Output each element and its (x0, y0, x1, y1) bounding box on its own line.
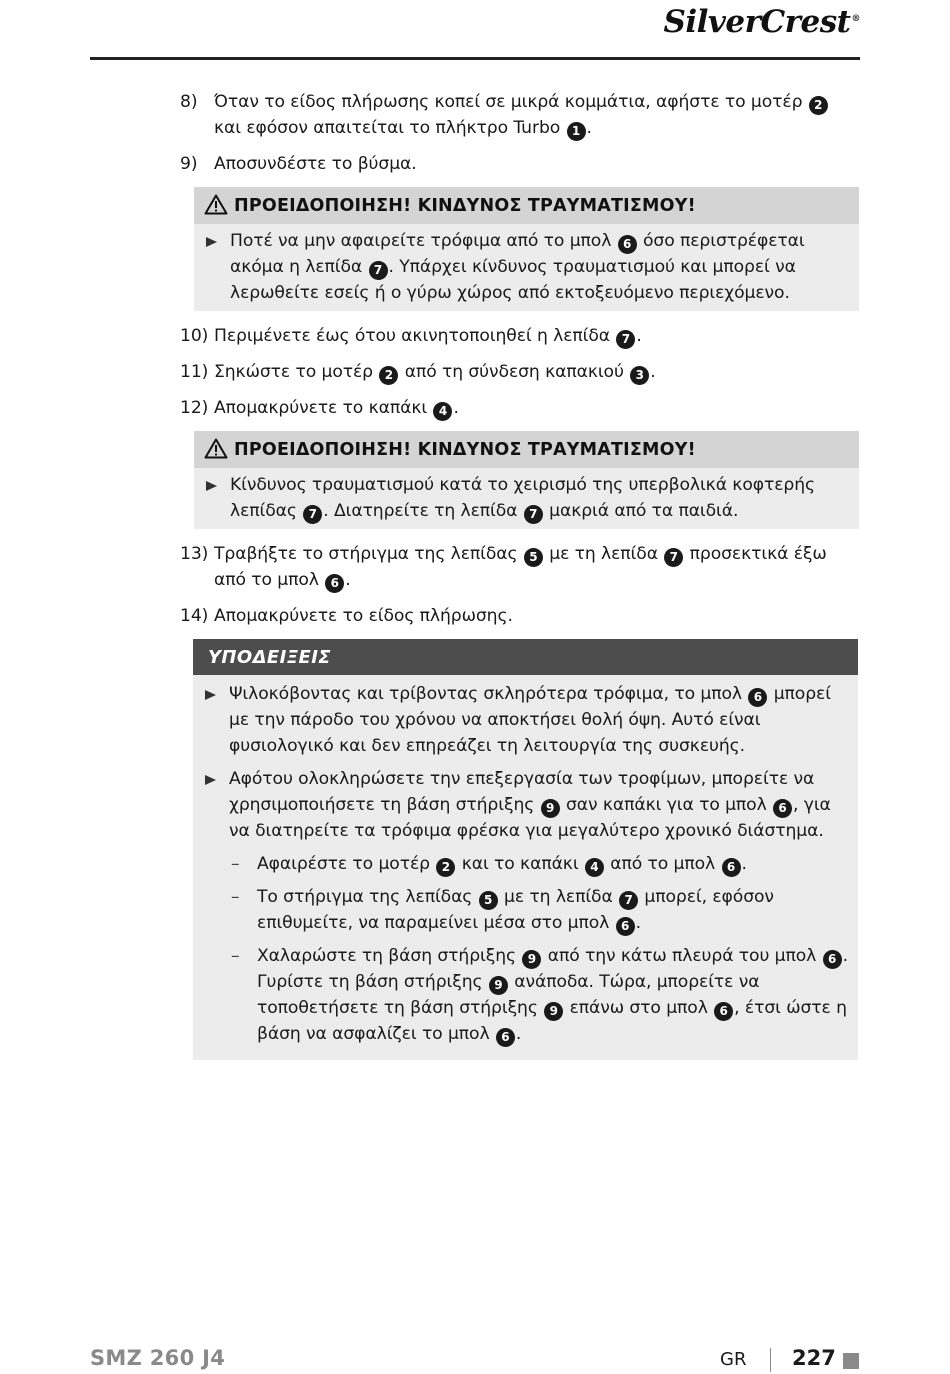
reference-number-badge: 7 (303, 505, 322, 524)
reference-number-badge: 9 (544, 1002, 563, 1021)
reference-number-badge: 2 (809, 96, 828, 115)
text-run: . Υπάρχει κίνδυνος τραυματισμού και μπορεί να λερωθείτε εσείς ή ο γύρω χώρος από εκτοξευόμενο περιεχόμενο. (230, 257, 796, 303)
text-run: . (453, 398, 459, 418)
text-run: , έτσι ώστε η βάση να ασφαλίζει το μπολ (257, 998, 847, 1044)
reference-number-badge: 9 (522, 950, 541, 969)
reference-number-badge: 6 (773, 799, 792, 818)
text-run: . (345, 570, 351, 590)
text-run: από τη σύνδεση καπακιού (399, 362, 630, 382)
reference-number-badge: 6 (722, 858, 741, 877)
steps-group-c (180, 541, 860, 629)
dash-marker-icon: – (231, 854, 240, 874)
dash-text (257, 887, 774, 933)
reference-number-badge: 6 (714, 1002, 733, 1021)
reference-number-badge: 9 (489, 976, 508, 995)
brand-logo (663, 4, 860, 40)
warning-triangle-icon (204, 435, 228, 473)
text-run: . (635, 913, 641, 933)
text-run: . (650, 362, 656, 382)
numbered-step (180, 323, 860, 349)
bullet-text (229, 684, 831, 756)
reference-number-badge: 5 (479, 891, 498, 910)
text-run: Σηκώστε το μοτέρ (214, 362, 379, 382)
bullet-arrow-icon (206, 237, 217, 247)
numbered-step (180, 395, 860, 421)
text-run: Ψιλοκόβοντας και τρίβοντας σκληρότερα τρόφιμα, το μπολ (229, 684, 748, 704)
text-run: Περιμένετε έως ότου ακινητοποιηθεί η λεπίδα (214, 326, 616, 346)
text-run: . Διατηρείτε τη λεπίδα (323, 501, 523, 521)
text-run: Το στήριγμα της λεπίδας (257, 887, 478, 907)
reference-number-badge: 4 (585, 858, 604, 877)
text-run: Χαλαρώστε τη βάση στήριξης (257, 946, 522, 966)
steps-group-b (180, 323, 860, 421)
text-run: , για να διατηρείτε τα τρόφιμα φρέσκα για μεγαλύτερο χρονικό διάστημα. (229, 795, 831, 841)
notes-title: ΥΠΟΔΕΙΞΕΙΣ (193, 639, 858, 675)
bullet-text (230, 231, 805, 303)
step-text (214, 606, 513, 626)
warning-bullets-2 (194, 468, 859, 529)
reference-number-badge: 7 (664, 548, 683, 567)
dash-marker-icon: – (231, 887, 240, 907)
footer-separator (770, 1348, 771, 1372)
footer-language: GR (720, 1349, 747, 1370)
text-run: όσο περιστρέφεται ακόμα η λεπίδα (230, 231, 805, 277)
text-run: ανάποδα. Τώρα, μπορείτε να τοποθετήσετε τη βάση στήριξης (257, 972, 760, 1018)
header-rule (90, 57, 860, 60)
warning-title-1 (194, 187, 859, 224)
text-run: . (636, 326, 642, 346)
reference-number-badge: 7 (369, 261, 388, 280)
reference-number-badge: 2 (436, 858, 455, 877)
reference-number-badge: 4 (433, 402, 452, 421)
step-text (214, 154, 417, 174)
text-run: σαν καπάκι για το μπολ (560, 795, 773, 815)
text-run: . Γυρίστε τη βάση στήριξης (257, 946, 848, 992)
step-text (214, 362, 656, 382)
text-run: μπορεί με την πάροδο του χρόνου να αποκτήσει θολή όψη. Αυτό είναι φυσιολογικό και δεν επηρεάζει τη λειτουργία της συσκευής. (229, 684, 831, 756)
numbered-step (180, 541, 860, 593)
step-number: 13) (180, 544, 209, 564)
steps-group-a (180, 89, 860, 177)
bullet-text (229, 769, 831, 841)
text-run: Απομακρύνετε το είδος πλήρωσης. (214, 606, 513, 626)
text-run: Όταν το είδος πλήρωσης κοπεί σε μικρά κομμάτια, αφήστε το μοτέρ (214, 92, 808, 112)
page-number: 227 (792, 1346, 836, 1370)
bullet-item (204, 228, 843, 306)
text-run: Απομακρύνετε το καπάκι (214, 398, 433, 418)
reference-number-badge: 7 (619, 891, 638, 910)
reference-number-badge: 7 (524, 505, 543, 524)
text-run: από την κάτω πλευρά του μπολ (542, 946, 822, 966)
step-number: 12) (180, 398, 209, 418)
text-run: μακριά από τα παιδιά. (543, 501, 739, 521)
text-run: Αφαιρέστε το μοτέρ (257, 854, 436, 874)
reference-number-badge: 5 (524, 548, 543, 567)
text-run: με τη λεπίδα (498, 887, 619, 907)
warning-box-1 (194, 187, 859, 311)
text-run: Αφότου ολοκληρώσετε την επεξεργασία των τροφίμων, μπορείτε να χρησιμοποιήσετε τη βάση στήριξης (229, 769, 815, 815)
note-dash-item (203, 943, 848, 1047)
numbered-step (180, 89, 860, 141)
text-run: από το μπολ (604, 854, 721, 874)
warning-title-2 (194, 431, 859, 468)
reference-number-badge: 2 (379, 366, 398, 385)
numbered-step (180, 151, 860, 177)
bullet-text (230, 475, 815, 521)
page-marker-square (843, 1353, 859, 1369)
text-run: Αποσυνδέστε το βύσμα. (214, 154, 417, 174)
text-run: και το καπάκι (456, 854, 584, 874)
dash-marker-icon: – (231, 946, 240, 966)
text-run: με τη λεπίδα (543, 544, 664, 564)
step-number: 11) (180, 362, 209, 382)
text-run: Κίνδυνος τραυματισμού κατά το χειρισμό της υπερβολικά κοφτερής λεπίδας (230, 475, 816, 521)
page-content (180, 89, 860, 1060)
text-run: Ποτέ να μην αφαιρείτε τρόφιμα από το μπολ (230, 231, 617, 251)
dash-text (257, 946, 848, 1044)
numbered-step (180, 603, 860, 629)
registered-mark: ® (851, 13, 860, 24)
bullet-item (204, 472, 843, 524)
text-run: . (586, 118, 592, 138)
step-number: 14) (180, 606, 209, 626)
reference-number-badge: 6 (618, 235, 637, 254)
step-number: 10) (180, 326, 209, 346)
reference-number-badge: 6 (748, 688, 767, 707)
warning-title-text: ΠΡΟΕΙΔΟΠΟΙΗΣΗ! ΚΙΝΔΥΝΟΣ ΤΡΑΥΜΑΤΙΣΜΟΥ! (234, 196, 696, 216)
bullet-arrow-icon (205, 690, 216, 700)
brand-name: SilverCrest (663, 4, 851, 40)
reference-number-badge: 3 (630, 366, 649, 385)
dash-text (257, 854, 747, 874)
warning-box-2 (194, 431, 859, 529)
note-dash-item (203, 851, 848, 877)
reference-number-badge: 1 (567, 122, 586, 141)
bullet-arrow-icon (205, 775, 216, 785)
warning-triangle-icon (204, 191, 228, 229)
reference-number-badge: 6 (325, 574, 344, 593)
step-text (214, 398, 459, 418)
text-run: μπορεί, εφόσον επιθυμείτε, να παραμείνει μέσα στο μπολ (257, 887, 774, 933)
text-run: . (741, 854, 747, 874)
reference-number-badge: 6 (616, 917, 635, 936)
step-number: 8) (180, 92, 198, 112)
notes-body (193, 675, 858, 1060)
text-run: επάνω στο μπολ (564, 998, 714, 1018)
numbered-step (180, 359, 860, 385)
footer-model: SMZ 260 J4 (90, 1346, 226, 1370)
reference-number-badge: 6 (823, 950, 842, 969)
text-run: και εφόσον απαιτείται το πλήκτρο Turbo (214, 118, 566, 138)
note-bullet-item (203, 681, 848, 759)
text-run: . (515, 1024, 522, 1044)
text-run: Τραβήξτε το στήριγμα της λεπίδας (214, 544, 523, 564)
reference-number-badge: 9 (541, 799, 560, 818)
note-bullet-item (203, 766, 848, 844)
notes-box (193, 639, 858, 1060)
reference-number-badge: 7 (616, 330, 635, 349)
note-dash-item (203, 884, 848, 936)
step-text (214, 92, 829, 138)
reference-number-badge: 6 (496, 1028, 515, 1047)
step-text (214, 326, 642, 346)
warning-title-text: ΠΡΟΕΙΔΟΠΟΙΗΣΗ! ΚΙΝΔΥΝΟΣ ΤΡΑΥΜΑΤΙΣΜΟΥ! (234, 440, 696, 460)
step-text (214, 544, 827, 590)
step-number: 9) (180, 154, 198, 174)
bullet-arrow-icon (206, 481, 217, 491)
text-run: προσεκτικά έξω από το μπολ (214, 544, 827, 590)
warning-bullets-1 (194, 224, 859, 311)
